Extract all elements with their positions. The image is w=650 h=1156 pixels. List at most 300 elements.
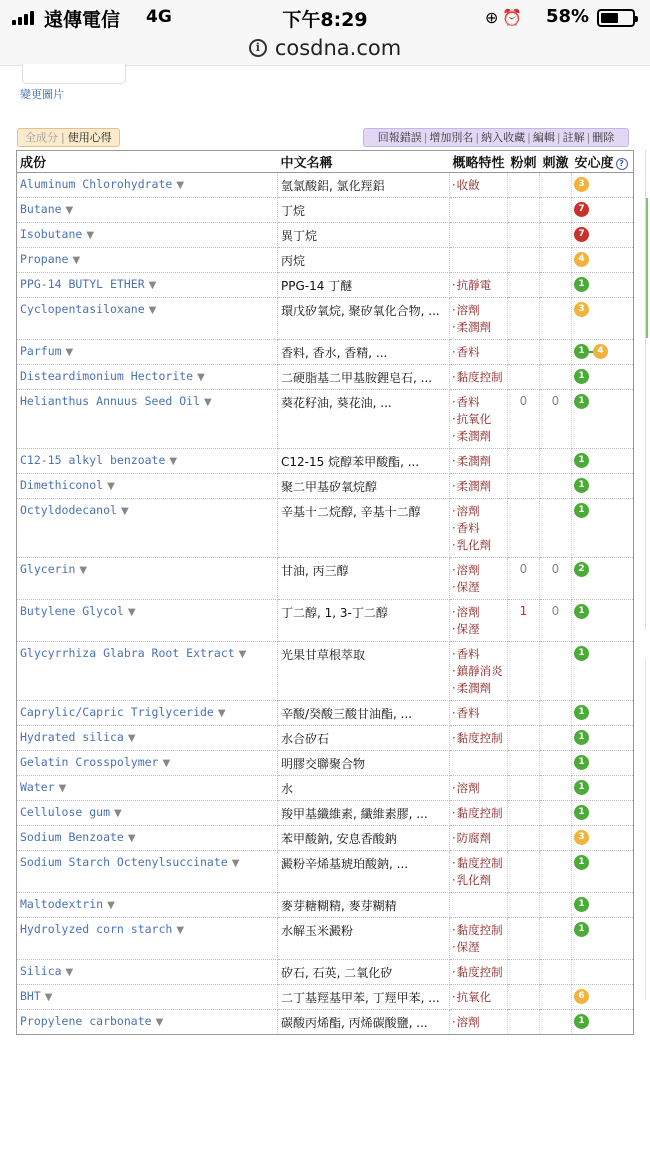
- dropdown-arrow-icon[interactable]: ▼: [127, 607, 136, 618]
- function-cell: [450, 273, 508, 298]
- acne-score: [508, 223, 540, 248]
- irritant-score: 0: [540, 558, 572, 600]
- action-separator: |: [586, 131, 591, 144]
- function-tag[interactable]: · 香料: [452, 344, 507, 361]
- ingredient-cell: [17, 173, 278, 198]
- chinese-name-cell: 丙烷: [278, 248, 450, 273]
- safety-cell: [572, 1010, 634, 1035]
- chinese-name-cell: 辛酸/癸酸三酸甘油酯, ...: [278, 701, 450, 726]
- ingredient-link[interactable]: Water: [20, 780, 55, 794]
- irritant-score: [540, 499, 572, 558]
- carrier-name: 遠傳電信: [44, 9, 121, 31]
- ingredient-cell: [17, 298, 278, 340]
- ingredient-link[interactable]: Parfum: [20, 344, 62, 358]
- chinese-name-cell: 香料, 香水, 香精, ...: [278, 340, 450, 365]
- table-row: [17, 298, 634, 340]
- acne-score: [508, 826, 540, 851]
- dropdown-arrow-icon[interactable]: ▼: [217, 708, 226, 719]
- table-row: [17, 273, 634, 298]
- acne-score: 0: [508, 390, 540, 449]
- action-separator: |: [475, 131, 480, 144]
- ingredient-link[interactable]: Glycyrrhiza Glabra Root Extract: [20, 646, 235, 660]
- ingredient-link[interactable]: Dimethiconol: [20, 478, 104, 492]
- table-row: [17, 893, 634, 918]
- table-row: [17, 726, 634, 751]
- chinese-name-cell: 光果甘草根萃取: [278, 642, 450, 701]
- irritant-score: 0: [540, 600, 572, 642]
- acne-score: [508, 298, 540, 340]
- acne-score: [508, 173, 540, 198]
- ingredient-link[interactable]: C12-15 alkyl benzoate: [20, 453, 166, 467]
- function-tag[interactable]: · 黏度控制: [452, 805, 507, 822]
- ingredient-link[interactable]: Propane: [20, 252, 69, 266]
- table-row: [17, 198, 634, 223]
- chinese-name-cell: 水: [278, 776, 450, 801]
- action-link[interactable]: 註解: [562, 131, 585, 144]
- url-text[interactable]: cosdna.com: [274, 36, 402, 60]
- table-row: [17, 173, 634, 198]
- safety-cell: [572, 390, 634, 449]
- function-cell: [450, 223, 508, 248]
- safety-badge: 1: [574, 755, 589, 770]
- chinese-name-cell: 澱粉辛烯基琥珀酸鈉, ...: [278, 851, 450, 893]
- ingredient-cell: [17, 273, 278, 298]
- irritant-score: [540, 248, 572, 273]
- table-row: [17, 751, 634, 776]
- acne-score: 0: [508, 558, 540, 600]
- ingredient-cell: [17, 642, 278, 701]
- ingredient-cell: [17, 1010, 278, 1035]
- ingredient-link[interactable]: Butane: [20, 202, 62, 216]
- table-row: [17, 776, 634, 801]
- header-safety[interactable]: [572, 151, 634, 173]
- status-bar: [0, 0, 650, 34]
- table-row: [17, 851, 634, 893]
- ingredient-cell: [17, 960, 278, 985]
- function-tag[interactable]: · 黏度控制: [452, 964, 507, 981]
- table-row: [17, 642, 634, 701]
- safety-badge: 7: [574, 202, 589, 217]
- dropdown-arrow-icon[interactable]: ▼: [107, 900, 115, 911]
- function-tag[interactable]: · 柔潤劑: [452, 453, 507, 470]
- function-tag[interactable]: · 溶劑: [452, 604, 507, 621]
- safety-badge: 1: [574, 1014, 589, 1029]
- side-panel-edge-lower: [645, 660, 650, 1000]
- table-row: [17, 340, 634, 365]
- header-chinese-name[interactable]: 中文名稱: [278, 151, 450, 173]
- dropdown-arrow-icon[interactable]: ▼: [79, 565, 88, 576]
- action-link[interactable]: 刪除: [592, 131, 615, 144]
- function-cell: [450, 173, 508, 198]
- ingredient-link[interactable]: PPG-14 BUTYL ETHER: [20, 277, 145, 291]
- action-link[interactable]: 編輯: [532, 131, 555, 144]
- ingredient-link[interactable]: Silica: [20, 964, 62, 978]
- irritant-score: [540, 826, 572, 851]
- action-link[interactable]: 回報錯誤: [377, 131, 422, 144]
- safety-badge: 3: [574, 177, 589, 192]
- irritant-score: 0: [540, 390, 572, 449]
- function-tag[interactable]: · 黏度控制: [452, 369, 507, 386]
- function-cell: [450, 726, 508, 751]
- alarm-icon: ⏰: [502, 8, 527, 27]
- chinese-name-cell: 矽石, 石英, 二氧化矽: [278, 960, 450, 985]
- chinese-name-cell: 水解玉米澱粉: [278, 918, 450, 960]
- function-cell: [450, 499, 508, 558]
- ingredient-link[interactable]: Glycerin: [20, 562, 76, 576]
- function-tag[interactable]: · 柔潤劑: [452, 680, 507, 697]
- function-tag[interactable]: · 溶劑: [452, 562, 507, 579]
- battery-icon: [597, 9, 635, 27]
- action-separator: |: [556, 131, 561, 144]
- function-tag[interactable]: · 保溼: [452, 939, 507, 956]
- table-row: [17, 223, 634, 248]
- safety-cell: [572, 365, 634, 390]
- function-cell: [450, 390, 508, 449]
- function-cell: [450, 960, 508, 985]
- acne-score: [508, 851, 540, 893]
- safety-badge: 1: [574, 369, 589, 384]
- function-tag[interactable]: · 香料: [452, 520, 507, 537]
- safety-badge: 1: [574, 922, 589, 937]
- ingredient-cell: [17, 776, 278, 801]
- function-cell: [450, 826, 508, 851]
- chinese-name-cell: 甘油, 丙三醇: [278, 558, 450, 600]
- function-cell: [450, 1010, 508, 1035]
- irritant-score: [540, 801, 572, 826]
- function-tag[interactable]: · 保溼: [452, 579, 507, 596]
- ingredient-link[interactable]: Butylene Glycol: [20, 604, 124, 618]
- irritant-score: [540, 273, 572, 298]
- acne-score: [508, 801, 540, 826]
- table-row: [17, 558, 634, 600]
- ingredient-cell: [17, 893, 278, 918]
- acne-score: [508, 776, 540, 801]
- table-row: [17, 826, 634, 851]
- function-cell: [450, 365, 508, 390]
- safety-badge: 1: [574, 646, 589, 661]
- safety-cell: [572, 776, 634, 801]
- acne-score: [508, 960, 540, 985]
- ingredient-cell: [17, 449, 278, 474]
- function-tag[interactable]: · 收斂: [452, 177, 507, 194]
- function-tag[interactable]: · 柔潤劑: [452, 478, 507, 495]
- safety-cell: [572, 298, 634, 340]
- safety-badge: 1: [574, 897, 589, 912]
- chinese-name-cell: 聚二甲基矽氧烷醇: [278, 474, 450, 499]
- safety-cell: [572, 985, 634, 1010]
- ingredient-link[interactable]: Gelatin Crosspolymer: [20, 755, 159, 769]
- table-row: [17, 390, 634, 449]
- function-tag[interactable]: · 黏度控制: [452, 855, 507, 872]
- table-row: [17, 985, 634, 1010]
- safety-badge: 1: [574, 344, 589, 359]
- table-row: [17, 1010, 634, 1035]
- help-icon[interactable]: ?: [616, 158, 628, 170]
- irritant-score: [540, 173, 572, 198]
- table-row: [17, 918, 634, 960]
- safety-cell: [572, 701, 634, 726]
- acne-score: [508, 1010, 540, 1035]
- ingredient-cell: [17, 365, 278, 390]
- safety-cell: [572, 600, 634, 642]
- side-panel-accent: [646, 198, 650, 338]
- safety-badge: 3: [574, 302, 589, 317]
- ingredient-link[interactable]: Caprylic/Capric Triglyceride: [20, 705, 214, 719]
- dropdown-arrow-icon[interactable]: ▼: [148, 305, 157, 316]
- dropdown-arrow-icon[interactable]: ▼: [65, 205, 74, 216]
- function-tag[interactable]: · 香料: [452, 394, 507, 411]
- function-cell: [450, 558, 508, 600]
- function-tag[interactable]: · 溶劑: [452, 780, 507, 797]
- chinese-name-cell: 明膠交聯聚合物: [278, 751, 450, 776]
- ingredient-link[interactable]: Helianthus Annuus Seed Oil: [20, 394, 201, 408]
- header-acne[interactable]: 粉刺: [508, 151, 540, 173]
- action-bar: [363, 128, 629, 147]
- header-ingredient[interactable]: 成份: [17, 151, 278, 173]
- dropdown-arrow-icon[interactable]: ▼: [107, 481, 115, 492]
- function-tag[interactable]: · 鎮靜消炎: [452, 663, 507, 680]
- ingredient-link[interactable]: Hydrated silica: [20, 730, 124, 744]
- dropdown-arrow-icon[interactable]: ▼: [65, 967, 74, 978]
- ingredient-link[interactable]: Isobutane: [20, 227, 83, 241]
- acne-score: 1: [508, 600, 540, 642]
- table-row: [17, 474, 634, 499]
- safety-badge: 2: [574, 562, 589, 577]
- chinese-name-cell: 水合矽石: [278, 726, 450, 751]
- dropdown-arrow-icon[interactable]: ▼: [204, 397, 212, 408]
- function-cell: [450, 701, 508, 726]
- safety-cell: [572, 726, 634, 751]
- chinese-name-cell: 二丁基羥基甲苯, 丁羥甲苯, ...: [278, 985, 450, 1010]
- chinese-name-cell: C12-15 烷醇苯甲酸酯, ...: [278, 449, 450, 474]
- chinese-name-cell: 辛基十二烷醇, 辛基十二醇: [278, 499, 450, 558]
- chinese-name-cell: 葵花籽油, 葵花油, ...: [278, 390, 450, 449]
- dropdown-arrow-icon[interactable]: ▼: [127, 733, 136, 744]
- safety-cell: [572, 851, 634, 893]
- ingredient-cell: [17, 340, 278, 365]
- table-row: [17, 248, 634, 273]
- acne-score: [508, 198, 540, 223]
- safety-badge: 1: [574, 604, 589, 619]
- acne-score: [508, 642, 540, 701]
- ingredient-cell: [17, 198, 278, 223]
- irritant-score: [540, 918, 572, 960]
- safety-badge: 4: [593, 344, 608, 359]
- ingredient-cell: [17, 726, 278, 751]
- safety-cell: [572, 198, 634, 223]
- safety-badge: 4: [574, 252, 589, 267]
- safety-badge: 6: [574, 989, 589, 1004]
- chinese-name-cell: 二硬脂基二甲基胺鋰皂石, ...: [278, 365, 450, 390]
- safety-cell: [572, 751, 634, 776]
- ingredient-link[interactable]: Sodium Benzoate: [20, 830, 124, 844]
- function-tag[interactable]: · 抗靜電: [452, 277, 507, 294]
- chinese-name-cell: 丁烷: [278, 198, 450, 223]
- dropdown-arrow-icon[interactable]: ▼: [238, 649, 247, 660]
- function-cell: [450, 248, 508, 273]
- dropdown-arrow-icon[interactable]: ▼: [65, 347, 74, 358]
- function-tag[interactable]: · 溶劑: [452, 302, 507, 319]
- safety-cell: [572, 960, 634, 985]
- safety-badge: 1: [574, 478, 589, 493]
- action-separator: |: [423, 131, 428, 144]
- safety-cell: [572, 223, 634, 248]
- irritant-score: [540, 449, 572, 474]
- ingredient-link[interactable]: Disteardimonium Hectorite: [20, 369, 194, 383]
- function-cell: [450, 600, 508, 642]
- function-tag[interactable]: · 防腐劑: [452, 830, 507, 847]
- safety-cell: [572, 474, 634, 499]
- ingredient-cell: [17, 600, 278, 642]
- function-tag[interactable]: · 乳化劑: [452, 537, 507, 554]
- function-cell: [450, 198, 508, 223]
- function-cell: [450, 851, 508, 893]
- info-icon[interactable]: i: [249, 39, 267, 57]
- safety-cell: [572, 499, 634, 558]
- ingredient-cell: [17, 985, 278, 1010]
- safety-cell: [572, 273, 634, 298]
- function-tag[interactable]: · 保溼: [452, 621, 507, 638]
- function-tag[interactable]: · 黏度控制: [452, 922, 507, 939]
- irritant-score: [540, 985, 572, 1010]
- dropdown-arrow-icon[interactable]: ▼: [120, 506, 129, 517]
- network-type: 4G: [146, 7, 172, 27]
- safety-cell: [572, 340, 634, 365]
- dropdown-arrow-icon[interactable]: ▼: [169, 456, 178, 467]
- dropdown-arrow-icon[interactable]: ▼: [114, 808, 122, 819]
- table-row: [17, 365, 634, 390]
- table-row: [17, 600, 634, 642]
- ingredient-link[interactable]: Cellulose gum: [20, 805, 111, 819]
- dropdown-arrow-icon[interactable]: ▼: [231, 858, 240, 869]
- function-tag[interactable]: · 香料: [452, 705, 507, 722]
- safety-cell: [572, 826, 634, 851]
- irritant-score: [540, 474, 572, 499]
- dropdown-arrow-icon[interactable]: ▼: [197, 372, 205, 383]
- safety-badge: 7: [574, 227, 589, 242]
- function-tag[interactable]: · 乳化劑: [452, 872, 507, 889]
- function-tag[interactable]: · 溶劑: [452, 1014, 507, 1031]
- function-tag[interactable]: · 黏度控制: [452, 730, 507, 747]
- safety-cell: [572, 893, 634, 918]
- dropdown-arrow-icon[interactable]: ▼: [44, 992, 53, 1003]
- function-tag[interactable]: · 柔潤劑: [452, 319, 507, 336]
- dropdown-arrow-icon[interactable]: ▼: [155, 1017, 164, 1028]
- action-link[interactable]: 增加別名: [429, 131, 474, 144]
- dropdown-arrow-icon[interactable]: ▼: [127, 833, 136, 844]
- irritant-score: [540, 1010, 572, 1035]
- chinese-name-cell: 氫氯酸鋁, 氯化羥鋁: [278, 173, 450, 198]
- chinese-name-cell: 苯甲酸鈉, 安息香酸鈉: [278, 826, 450, 851]
- safety-badge: 1: [574, 503, 589, 518]
- ingredient-cell: [17, 558, 278, 600]
- tab-separator: |: [61, 131, 65, 144]
- ingredient-cell: [17, 801, 278, 826]
- dropdown-arrow-icon[interactable]: ▼: [72, 255, 81, 266]
- function-tag[interactable]: · 抗氧化: [452, 989, 507, 1006]
- chinese-name-cell: 羧甲基纖維素, 纖維素膠, ...: [278, 801, 450, 826]
- tab-all-ingredients[interactable]: 全成分: [25, 131, 58, 144]
- ingredients-table: [16, 150, 634, 1035]
- table-row: [17, 499, 634, 558]
- table-header-row: [17, 151, 634, 173]
- function-tag[interactable]: · 溶劑: [452, 503, 507, 520]
- view-tabs: [17, 128, 120, 147]
- action-separator: |: [527, 131, 531, 144]
- ingredient-cell: [17, 701, 278, 726]
- ingredient-link[interactable]: BHT: [20, 989, 41, 1003]
- chinese-name-cell: 麥芽糖糊精, 麥芽糊精: [278, 893, 450, 918]
- header-function[interactable]: 概略特性: [450, 151, 508, 173]
- acne-score: [508, 449, 540, 474]
- safety-badge: 1: [574, 730, 589, 745]
- safety-badge: 3: [574, 830, 589, 845]
- irritant-score: [540, 198, 572, 223]
- ingredient-link[interactable]: Aluminum Chlorohydrate: [20, 177, 173, 191]
- safety-cell: [572, 801, 634, 826]
- safety-badge: 1: [574, 855, 589, 870]
- change-image-link[interactable]: 變更圖片: [20, 88, 64, 101]
- function-cell: [450, 298, 508, 340]
- tab-usage-reviews[interactable]: 使用心得: [67, 131, 112, 144]
- dropdown-arrow-icon[interactable]: ▼: [176, 925, 185, 936]
- ingredient-link[interactable]: Propylene carbonate: [20, 1014, 152, 1028]
- dropdown-arrow-icon[interactable]: ▼: [162, 758, 171, 769]
- function-tag[interactable]: · 香料: [452, 646, 507, 663]
- acne-score: [508, 365, 540, 390]
- dropdown-arrow-icon[interactable]: ▼: [58, 783, 67, 794]
- ingredient-cell: [17, 223, 278, 248]
- function-cell: [450, 893, 508, 918]
- dropdown-arrow-icon[interactable]: ▼: [148, 280, 157, 291]
- function-cell: [450, 801, 508, 826]
- function-tag[interactable]: · 柔潤劑: [452, 428, 507, 445]
- dropdown-arrow-icon[interactable]: ▼: [86, 230, 95, 241]
- irritant-score: [540, 851, 572, 893]
- ingredient-link[interactable]: Maltodextrin: [20, 897, 104, 911]
- ingredient-cell: [17, 474, 278, 499]
- acne-score: [508, 985, 540, 1010]
- table-row: [17, 449, 634, 474]
- header-safety-label: 安心度: [574, 156, 614, 171]
- table-row: [17, 960, 634, 985]
- function-cell: [450, 340, 508, 365]
- ingredient-link[interactable]: Cyclopentasiloxane: [20, 302, 145, 316]
- ingredient-link[interactable]: Sodium Starch Octenylsuccinate: [20, 855, 228, 869]
- safety-cell: [572, 642, 634, 701]
- ingredient-link[interactable]: Hydrolyzed corn starch: [20, 922, 173, 936]
- acne-score: [508, 701, 540, 726]
- function-cell: [450, 751, 508, 776]
- function-tag[interactable]: · 抗氧化: [452, 411, 507, 428]
- safety-cell: [572, 173, 634, 198]
- safety-cell: [572, 558, 634, 600]
- irritant-score: [540, 298, 572, 340]
- address-bar[interactable]: [0, 34, 650, 66]
- ingredient-link[interactable]: Octyldodecanol: [20, 503, 117, 517]
- irritant-score: [540, 726, 572, 751]
- table-row: [17, 801, 634, 826]
- irritant-score: [540, 893, 572, 918]
- header-irritant[interactable]: 刺激: [540, 151, 572, 173]
- ingredient-cell: [17, 390, 278, 449]
- function-cell: [450, 985, 508, 1010]
- table-row: [17, 701, 634, 726]
- dropdown-arrow-icon[interactable]: ▼: [176, 180, 185, 191]
- chinese-name-cell: 環戊矽氧烷, 聚矽氧化合物, ...: [278, 298, 450, 340]
- irritant-score: [540, 701, 572, 726]
- action-link[interactable]: 納入收藏: [481, 131, 526, 144]
